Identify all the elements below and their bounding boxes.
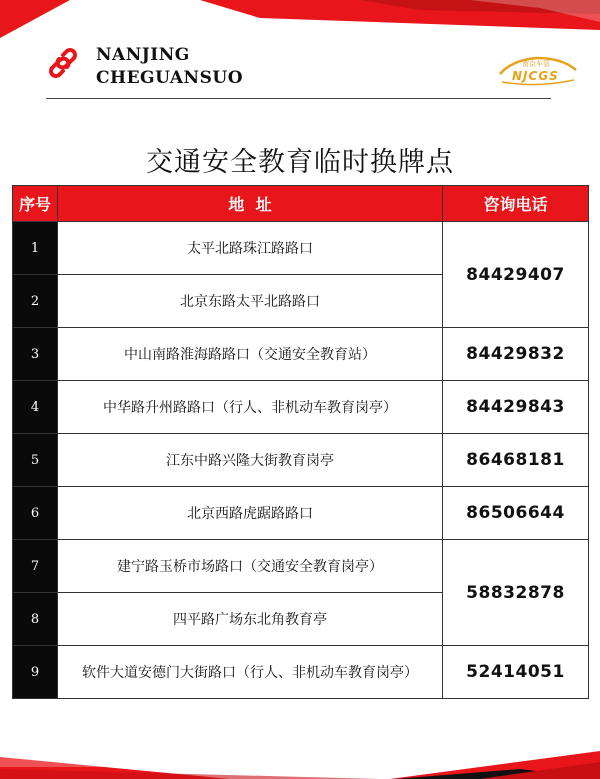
table-row (13, 540, 589, 593)
header-phone: 咨询电话 (443, 186, 589, 222)
row-address: 江东中路兴隆大街教育岗亭 (58, 434, 443, 487)
row-phone: 86468181 (443, 434, 589, 487)
row-phone: 84429407 (443, 222, 589, 328)
row-address: 建宁路玉桥市场路口（交通安全教育岗亭） (58, 540, 443, 593)
row-address: 四平路广场东北角教育亭 (58, 593, 443, 646)
header-address: 地 址 (58, 186, 443, 222)
badge-small-text: 南京车管 (522, 60, 550, 68)
row-address: 北京东路太平北路路口 (58, 275, 443, 328)
badge-main-text: NJCGS (512, 69, 559, 83)
brand-line-1: NANJING (96, 45, 190, 65)
row-number: 6 (13, 487, 58, 540)
table-row (13, 434, 589, 487)
table-row (13, 328, 589, 381)
page-title: 交通安全教育临时换牌点 (146, 147, 454, 178)
table-row (13, 487, 589, 540)
header-number: 序号 (13, 186, 58, 222)
row-number: 9 (13, 646, 58, 699)
row-number: 3 (13, 328, 58, 381)
row-phone: 52414051 (443, 646, 589, 699)
row-phone: 84429843 (443, 381, 589, 434)
header-divider (46, 98, 551, 99)
header (0, 0, 600, 110)
row-address: 中华路升州路路口（行人、非机动车教育岗亭） (58, 381, 443, 434)
row-phone: 58832878 (443, 540, 589, 646)
row-phone: 86506644 (443, 487, 589, 540)
njcgs-logo (492, 52, 582, 92)
row-address: 软件大道安德门大街路口（行人、非机动车教育岗亭） (58, 646, 443, 699)
location-table (12, 185, 589, 699)
row-number: 1 (13, 222, 58, 275)
row-number: 2 (13, 275, 58, 328)
table-row (13, 381, 589, 434)
brand-line-2: CHEGUANSUO (96, 68, 244, 88)
brand-name (96, 44, 243, 90)
table-row (13, 222, 589, 275)
row-address: 中山南路淮海路路口（交通安全教育站） (58, 328, 443, 381)
table-header-row (13, 186, 589, 222)
row-number: 8 (13, 593, 58, 646)
row-number: 4 (13, 381, 58, 434)
row-number: 7 (13, 540, 58, 593)
row-phone: 84429832 (443, 328, 589, 381)
table-row (13, 646, 589, 699)
row-address: 太平北路珠江路路口 (58, 222, 443, 275)
footer-decoration (0, 729, 600, 779)
row-address: 北京西路虎踞路路口 (58, 487, 443, 540)
row-number: 5 (13, 434, 58, 487)
link-chain-icon (46, 48, 80, 78)
